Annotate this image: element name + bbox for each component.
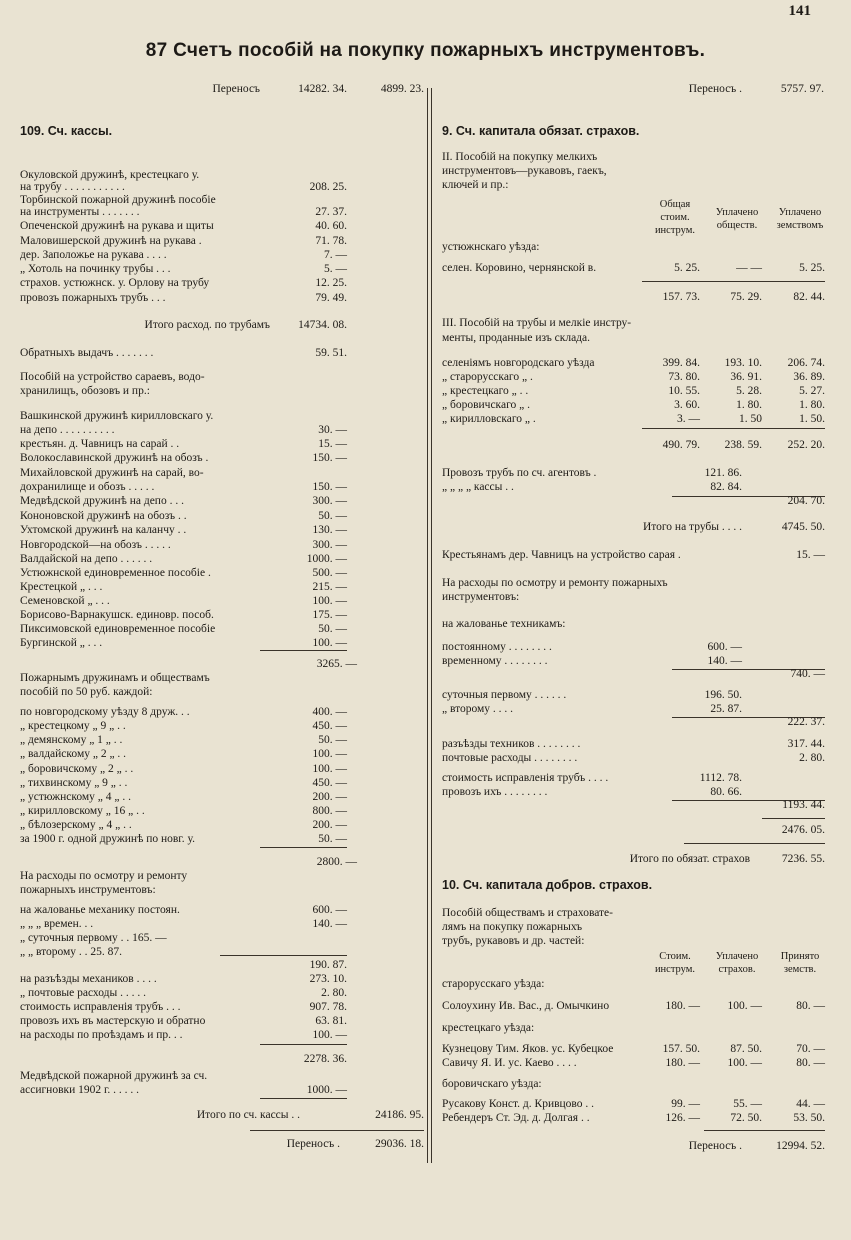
entry-value: 100. — xyxy=(312,637,347,649)
entry-value: 157. 50. xyxy=(662,1043,700,1055)
entry-value: 1112. 78. xyxy=(699,772,742,784)
sum-rule xyxy=(260,1044,347,1045)
entry-text: ассигновки 1902 г. . . . . . xyxy=(20,1084,140,1096)
entry-value: 206. 74. xyxy=(787,357,825,369)
entry-text: Михайловской дружинѣ на сарай, во- xyxy=(20,467,204,479)
entry-text: селеніямъ новгородскаго уѣзда xyxy=(442,357,595,369)
entry-text: на жалованье механику постоян. xyxy=(20,904,180,916)
entry-text: Медвѣдской дружинѣ на депо . . . xyxy=(20,495,184,507)
entry-value: 1000. — xyxy=(306,553,347,565)
subtotal-value: 2278. 36. xyxy=(303,1053,347,1065)
entry-value: 82. 84. xyxy=(710,481,742,493)
entry-text: на расходы по проѣздамъ и пр. . . xyxy=(20,1029,183,1041)
entry-text: „ Хотоль на починку трубы . . . xyxy=(20,263,171,275)
entry-value: 400. — xyxy=(312,706,347,718)
entry-value: 175. — xyxy=(312,609,347,621)
entry-text: Новгородской—на обозъ . . . . . xyxy=(20,539,171,551)
entry-text: Провозъ трубъ по сч. агентовъ . xyxy=(442,467,597,479)
column-divider xyxy=(431,88,432,1163)
entry-value: 5. 25. xyxy=(799,262,825,274)
subtotal-value: 157. 73. xyxy=(662,291,700,303)
page-number: 141 xyxy=(788,3,811,19)
entry-text: Солоухину Ив. Вас., д. Омычкино xyxy=(442,1000,610,1012)
entry-value: 196. 50. xyxy=(704,689,742,701)
entry-value: 121. 86. xyxy=(704,467,742,479)
carry-value: 4899. 23. xyxy=(380,83,424,95)
total-value: 24186. 95. xyxy=(375,1109,424,1121)
entry-text: Устюжнской единовременное пособіе . xyxy=(20,567,211,579)
total-value: 4745. 50. xyxy=(781,521,825,533)
subheading: ключей и пр.: xyxy=(442,179,509,191)
left-column xyxy=(20,0,424,1240)
subheading: пособій по 50 руб. каждой: xyxy=(20,686,153,698)
entry-text: „ бѣлозерскому „ 4 „ . . xyxy=(20,819,132,831)
column-header: земств. xyxy=(783,964,817,975)
entry-text: Окуловской дружинѣ, крестецкаго у. xyxy=(20,169,200,181)
subtotal-value: 2800. — xyxy=(316,856,357,868)
region-label: старорусскаго уѣзда: xyxy=(442,978,545,990)
entry-value: 50. — xyxy=(318,623,347,635)
carry-value: 14282. 34. xyxy=(298,83,347,95)
entry-text: „ „ „ времен. . . xyxy=(20,918,94,930)
entry-value: 15. — xyxy=(796,549,825,561)
column-divider xyxy=(427,88,428,1163)
column-header: Принято xyxy=(780,951,820,962)
entry-value: 87. 50. xyxy=(730,1043,762,1055)
entry-value: 317. 44. xyxy=(787,738,825,750)
entry-value: 2. 80. xyxy=(321,987,347,999)
entry-value: 1. 50 xyxy=(739,413,762,425)
entry-text: Кузнецову Тим. Яков. ус. Кубецкое xyxy=(442,1043,614,1055)
entry-text: постоянному . . . . . . . . xyxy=(442,641,552,653)
sum-rule xyxy=(642,428,825,429)
entry-value: 71. 78. xyxy=(315,235,347,247)
subtotal-value: 238. 59. xyxy=(724,439,762,451)
entry-value: 600. — xyxy=(312,904,347,916)
sum-rule xyxy=(260,650,347,651)
entry-text: „ устюжнскому „ 4 „ . . xyxy=(20,791,132,803)
subheading: трубъ, рукавовъ и др. частей: xyxy=(442,935,585,947)
entry-value: 7. — xyxy=(324,249,347,261)
subheading: Пособій на устройство сараевъ, водо- xyxy=(20,371,205,383)
subheading: II. Пособій на покупку мелкихъ xyxy=(442,151,598,163)
entry-text: почтовые расходы . . . . . . . . xyxy=(442,752,578,764)
entry-text: „ второму . . . . xyxy=(442,703,514,715)
entry-text: стоимость исправленія трубъ . . . . xyxy=(442,772,609,784)
entry-text: Борисово-Варнакушск. единовр. пособ. xyxy=(20,609,214,621)
column-header: Общая xyxy=(659,199,691,210)
entry-text: „ боровичскаго „ . xyxy=(442,399,530,411)
entry-value: 36. 89. xyxy=(793,371,825,383)
entry-value: 100. — xyxy=(727,1057,762,1069)
entry-text: Маловишерской дружинѣ на рукава . xyxy=(20,235,202,247)
entry-value: 180. — xyxy=(665,1000,700,1012)
entry-value: 193. 10. xyxy=(724,357,762,369)
entry-value: 907. 78. xyxy=(309,1001,347,1013)
subheading: Пособій обществамъ и страховате- xyxy=(442,907,613,919)
sum-rule xyxy=(684,843,825,844)
entry-text: разъѣзды техников . . . . . . . . xyxy=(442,738,581,750)
entry-value: 450. — xyxy=(312,720,347,732)
entry-text: Опеченской дружинѣ на рукава и щиты xyxy=(20,220,214,232)
subtotal-value: 2476. 05. xyxy=(781,824,825,836)
entry-value: 273. 10. xyxy=(309,973,347,985)
total-label: Итого по сч. кассы . . xyxy=(196,1109,300,1121)
entry-value: 53. 50. xyxy=(793,1112,825,1124)
entry-value: 100. — xyxy=(312,748,347,760)
subheading: на жалованье техникамъ: xyxy=(442,618,566,630)
entry-text: провозъ ихъ въ мастерскую и обратно xyxy=(20,1015,206,1027)
subheading: хранилищъ, обозовъ и пр.: xyxy=(20,385,150,397)
entry-value: 100. — xyxy=(727,1000,762,1012)
entry-value: 44. — xyxy=(796,1098,825,1110)
entry-text: Медвѣдской пожарной дружинѣ за сч. xyxy=(20,1070,208,1082)
subheading: На расходы по осмотру и ремонту пожарныхъ xyxy=(442,577,668,589)
entry-text: Ухтомской дружинѣ на каланчу . . xyxy=(20,524,187,536)
subtotal-value: 1193. 44. xyxy=(782,799,825,811)
entry-value: 50. — xyxy=(318,833,347,845)
entry-value: 1. 50. xyxy=(799,413,825,425)
entry-value: 208. 25. xyxy=(309,181,347,193)
entry-text: селен. Коровино, чернянской в. xyxy=(442,262,597,274)
section-heading: 109. Сч. кассы. xyxy=(20,124,113,138)
entry-value: 130. — xyxy=(312,524,347,536)
total-label: Итого расход. по трубамъ xyxy=(144,319,270,331)
total-value: 7236. 55. xyxy=(781,853,825,865)
entry-value: 1. 80. xyxy=(799,399,825,411)
carry-label: Переносъ . xyxy=(688,83,742,95)
sum-rule xyxy=(220,955,347,956)
carry-label: Переносъ xyxy=(212,83,260,95)
entry-text: Вашкинской дружинѣ кирилловскаго у. xyxy=(20,410,214,422)
entry-value: 200. — xyxy=(312,819,347,831)
entry-text: Савичу Я. И. ус. Каево . . . . xyxy=(442,1057,577,1069)
entry-value: 50. — xyxy=(318,734,347,746)
entry-value: 63. 81. xyxy=(315,1015,347,1027)
entry-value: 59. 51. xyxy=(315,347,347,359)
entry-text: „ „ второму . . 25. 87. xyxy=(20,946,123,958)
page-title: 87 Счетъ пособій на покупку пожарныхъ инструментовъ. xyxy=(145,40,706,61)
carry-value: 5757. 97. xyxy=(780,83,824,95)
entry-value: 30. — xyxy=(318,424,347,436)
total-label: Итого на трубы . . . . xyxy=(642,521,742,533)
entry-text: Обратныхъ выдачъ . . . . . . . xyxy=(20,347,154,359)
entry-value: 300. — xyxy=(312,495,347,507)
entry-text: страхов. устюжнск. у. Орлову на трубу xyxy=(20,277,210,289)
entry-value: 5. 27. xyxy=(799,385,825,397)
entry-text: Бургинской „ . . . xyxy=(20,637,103,649)
entry-text: Валдайской на депо . . . . . . xyxy=(20,553,153,565)
column-header: Уплачено xyxy=(778,207,822,218)
entry-value: 200. — xyxy=(312,791,347,803)
section-heading: 10. Сч. капитала добров. страхов. xyxy=(442,878,653,892)
entry-value: 399. 84. xyxy=(662,357,700,369)
entry-text: провозъ ихъ . . . . . . . . xyxy=(442,786,548,798)
entry-value: 800. — xyxy=(312,805,347,817)
column-header: Стоим. xyxy=(659,951,691,962)
sum-rule xyxy=(762,818,825,819)
subheading: Пожарнымъ дружинамъ и обществамъ xyxy=(20,672,210,684)
subtotal-value: 3265. — xyxy=(316,658,357,670)
entry-text: по новгородскому уѣзду 8 друж. . . xyxy=(20,706,190,718)
entry-text: на инструменты . . . . . . . xyxy=(20,206,140,218)
entry-value: 73. 80. xyxy=(668,371,700,383)
entry-text: „ валдайскому „ 2 „ . . xyxy=(20,748,127,760)
region-label: крестецкаго уѣзда: xyxy=(442,1022,535,1034)
entry-text: „ кирилловскаго „ . xyxy=(442,413,536,425)
right-column xyxy=(442,0,832,1240)
subtotal-value: 740. — xyxy=(790,668,825,680)
column-header: инструм. xyxy=(654,225,696,236)
subheading: лямъ на покупку пожарныхъ xyxy=(442,921,583,933)
entry-text: Семеновской „ . . . xyxy=(20,595,110,607)
entry-value: 55. — xyxy=(733,1098,762,1110)
entry-text: Пиксимовской единовременное пособіе xyxy=(20,623,216,635)
entry-value: 99. — xyxy=(671,1098,700,1110)
entry-value: 100. — xyxy=(312,1029,347,1041)
section-heading: 9. Сч. капитала обязат. страхов. xyxy=(442,124,640,138)
sum-rule xyxy=(260,1098,347,1099)
entry-value: 80. — xyxy=(796,1000,825,1012)
entry-value: 80. — xyxy=(796,1057,825,1069)
entry-text: суточныя первому . . . . . . xyxy=(442,689,567,701)
subheading: инструментовъ: xyxy=(442,591,520,603)
entry-text: на депо . . . . . . . . . . xyxy=(20,424,115,436)
entry-text: Ребендеръ Ст. Эд. д. Долгая . . xyxy=(442,1112,590,1124)
entry-text: за 1900 г. одной дружинѣ по новг. у. xyxy=(20,833,195,845)
subheading: III. Пособій на трубы и мелкіе инстру- xyxy=(442,317,632,329)
entry-value: 72. 50. xyxy=(730,1112,762,1124)
subtotal-value: 222. 37. xyxy=(787,716,825,728)
subheading: На расходы по осмотру и ремонту xyxy=(20,870,188,882)
entry-value: 36. 91. xyxy=(730,371,762,383)
entry-text: стоимость исправленія трубъ . . . xyxy=(20,1001,181,1013)
entry-text: „ „ „ „ кассы . . xyxy=(442,481,514,493)
subtotal-value: 75. 29. xyxy=(730,291,762,303)
entry-text: дохранилище и обозъ . . . . . xyxy=(20,481,155,493)
sum-rule xyxy=(250,1130,424,1131)
total-value: 14734. 08. xyxy=(298,319,347,331)
entry-value: 100. — xyxy=(312,595,347,607)
column-header: инструм. xyxy=(654,964,696,975)
entry-value: 100. — xyxy=(312,763,347,775)
entry-value: 3. — xyxy=(677,413,700,425)
subtotal-value: 82. 44. xyxy=(793,291,825,303)
subtotal-value: 190. 87. xyxy=(309,959,347,971)
entry-text: „ почтовые расходы . . . . . xyxy=(20,987,146,999)
entry-value: 40. 60. xyxy=(315,220,347,232)
column-header: Уплачено xyxy=(715,207,759,218)
entry-value: 2. 80. xyxy=(799,752,825,764)
entry-value: 1. 80. xyxy=(736,399,762,411)
entry-text: „ крестецкому „ 9 „ . . xyxy=(20,720,126,732)
carry-value: 29036. 18. xyxy=(375,1138,424,1150)
entry-value: 25. 87. xyxy=(710,703,742,715)
entry-text: „ старорусскаго „ . xyxy=(442,371,533,383)
entry-value: 140. — xyxy=(707,655,742,667)
entry-text: на трубу . . . . . . . . . . . xyxy=(20,181,125,193)
entry-value: 80. 66. xyxy=(710,786,742,798)
column-header: стоим. xyxy=(660,212,690,223)
subheading: пожарныхъ инструментовъ: xyxy=(20,884,156,896)
column-header: обществ. xyxy=(716,220,758,231)
column-header: земствомъ xyxy=(776,220,824,231)
entry-value: 27. 37. xyxy=(315,206,347,218)
entry-value: 150. — xyxy=(312,452,347,464)
entry-value: 3. 60. xyxy=(674,399,700,411)
entry-value: 140. — xyxy=(312,918,347,930)
entry-value: 12. 25. xyxy=(315,277,347,289)
entry-value: 600. — xyxy=(707,641,742,653)
entry-value: 70. — xyxy=(796,1043,825,1055)
entry-value: 1000. — xyxy=(306,1084,347,1096)
entry-text: Торбинской пожарной дружинѣ пособіе xyxy=(20,194,216,206)
entry-text: „ тихвинскому „ 9 „ . . xyxy=(20,777,128,789)
entry-text: Русакову Конст. д. Кривцово . . xyxy=(442,1098,595,1110)
entry-text: провозъ пожарныхъ трубъ . . . xyxy=(20,292,166,304)
entry-text: Кононовской дружинѣ на обозъ . . xyxy=(20,510,187,522)
entry-text: „ крестецкаго „ . . xyxy=(442,385,529,397)
entry-value: 5. 25. xyxy=(674,262,700,274)
carry-label: Переносъ . xyxy=(688,1140,742,1152)
total-label: Итого по обязат. страхов xyxy=(629,853,750,865)
entry-text: крестьян. д. Чавницъ на сарай . . xyxy=(20,438,180,450)
entry-text: „ суточныя первому . . 165. — xyxy=(20,932,167,944)
subtotal-value: 204. 70. xyxy=(787,495,825,507)
subtotal-value: 252. 20. xyxy=(787,439,825,451)
entry-text: Волокославинской дружинѣ на обозъ . xyxy=(20,452,209,464)
carry-label: Переносъ . xyxy=(286,1138,340,1150)
entry-value: 15. — xyxy=(318,438,347,450)
entry-value: 5. — xyxy=(324,263,347,275)
entry-value: 500. — xyxy=(312,567,347,579)
entry-value: 126. — xyxy=(665,1112,700,1124)
region-label: боровичскаго уѣзда: xyxy=(442,1078,542,1090)
entry-value: 215. — xyxy=(312,581,347,593)
sum-rule xyxy=(704,1130,825,1131)
region-label: устюжнскаго уѣзда: xyxy=(442,241,540,253)
subheading: менты, проданные изъ склада. xyxy=(442,332,591,344)
entry-text: Крестьянамъ дер. Чавницъ на устройство сарая . xyxy=(442,549,681,561)
subheading: инструментовъ—рукавовъ, гаекъ, xyxy=(442,165,607,177)
column-header: страхов. xyxy=(718,964,756,975)
entry-value: 5. 28. xyxy=(736,385,762,397)
column-header: Уплачено xyxy=(715,951,759,962)
entry-value: 450. — xyxy=(312,777,347,789)
entry-text: „ демянскому „ 1 „ . . xyxy=(20,734,123,746)
entry-value: 150. — xyxy=(312,481,347,493)
carry-value: 12994. 52. xyxy=(776,1140,825,1152)
entry-value: 79. 49. xyxy=(315,292,347,304)
entry-text: Крестецкой „ . . . xyxy=(20,581,103,593)
entry-text: „ кирилловскому „ 16 „ . . xyxy=(20,805,145,817)
entry-text: „ боровичскому „ 2 „ . . xyxy=(20,763,134,775)
sum-rule xyxy=(260,847,347,848)
entry-value: 50. — xyxy=(318,510,347,522)
entry-text: временному . . . . . . . . xyxy=(442,655,548,667)
subtotal-value: 490. 79. xyxy=(662,439,700,451)
entry-value: 10. 55. xyxy=(668,385,700,397)
entry-value: 300. — xyxy=(312,539,347,551)
entry-value: — — xyxy=(736,262,762,274)
entry-value: 180. — xyxy=(665,1057,700,1069)
sum-rule xyxy=(642,281,825,282)
entry-text: на разъѣзды механиков . . . . xyxy=(20,973,157,985)
entry-text: дер. Заположье на рукава . . . . xyxy=(20,249,167,261)
